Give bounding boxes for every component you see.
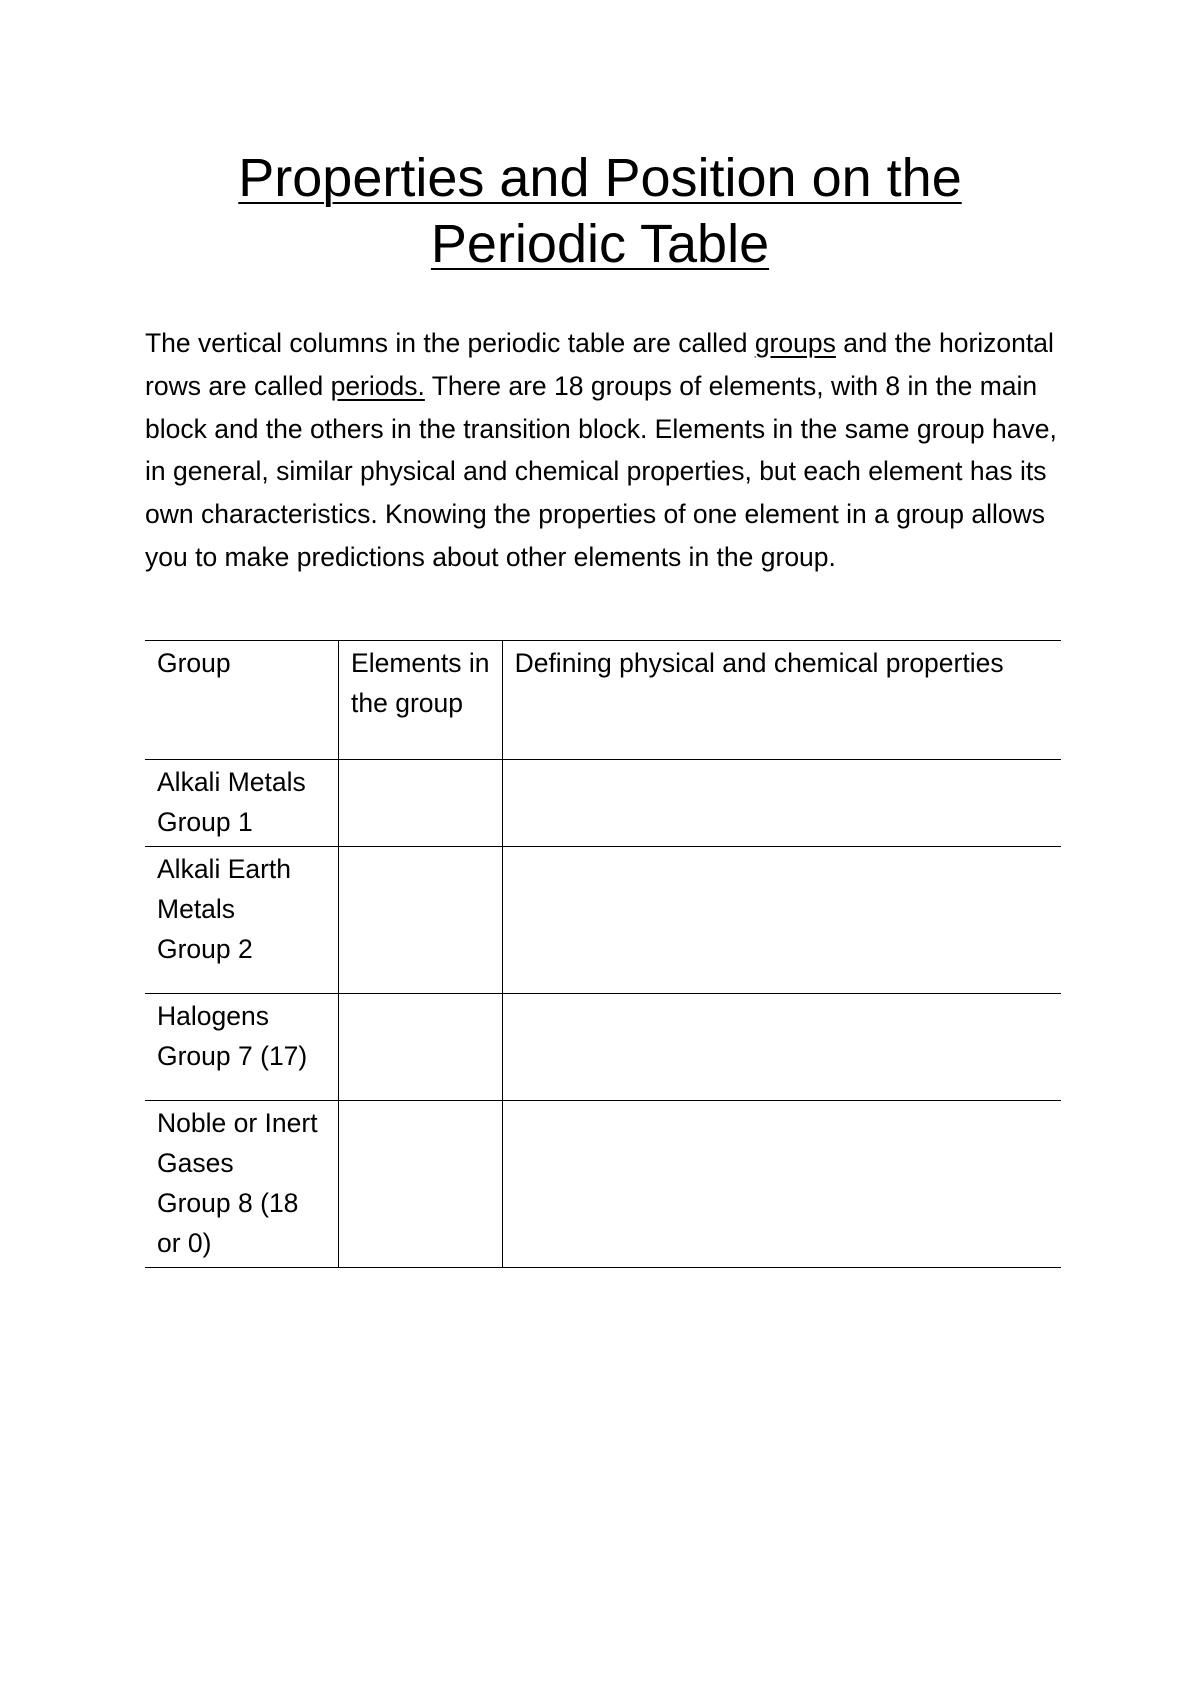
header-elements: Elements in the group [339, 641, 503, 760]
group-name: Alkali Earth Metals [157, 854, 292, 924]
header-group: Group [145, 641, 339, 760]
table-row [145, 847, 1061, 994]
properties-cell[interactable] [502, 1101, 1061, 1268]
intro-paragraph [145, 322, 1065, 579]
group-cell [145, 994, 339, 1101]
intro-text-3: There are 18 groups of elements, with 8 in the main block and the others in the transition block. Elements in the same group have, in general, similar physical and chemical properties, but each element has its own characteristics. Knowing the properties of one element in a group allows you to make predictions about other elements in the group. [145, 370, 1057, 572]
group-cell [145, 847, 339, 994]
elements-cell[interactable] [339, 994, 503, 1101]
groups-table [145, 640, 1061, 1268]
title-line-2: Periodic Table [430, 214, 770, 274]
term-periods: periods. [330, 370, 425, 401]
elements-cell[interactable] [339, 847, 503, 994]
table-row [145, 760, 1061, 847]
elements-cell[interactable] [339, 760, 503, 847]
group-number: Group 8 (18 or 0) [157, 1188, 299, 1258]
table-header-row [145, 641, 1061, 760]
intro-text-1: The vertical columns in the periodic table are called [145, 328, 755, 358]
group-cell [145, 1101, 339, 1268]
group-number: Group 2 [157, 934, 253, 964]
properties-cell[interactable] [502, 994, 1061, 1101]
properties-cell[interactable] [502, 760, 1061, 847]
group-number: Group 7 (17) [157, 1041, 308, 1071]
properties-cell[interactable] [502, 847, 1061, 994]
term-groups: groups [754, 328, 836, 358]
page-title [0, 145, 1200, 277]
group-cell [145, 760, 339, 847]
elements-cell[interactable] [339, 1101, 503, 1268]
title-line-1: Properties and Position on the [238, 148, 962, 208]
group-name: Alkali Metals [157, 767, 306, 797]
group-number: Group 1 [157, 807, 253, 837]
header-properties: Defining physical and chemical properties [502, 641, 1061, 760]
table-row [145, 1101, 1061, 1268]
intro-text-2: and the horizontal rows are called [145, 328, 1054, 401]
table-row [145, 994, 1061, 1101]
group-name: Halogens [157, 1001, 269, 1031]
group-name: Noble or Inert Gases [157, 1108, 318, 1178]
